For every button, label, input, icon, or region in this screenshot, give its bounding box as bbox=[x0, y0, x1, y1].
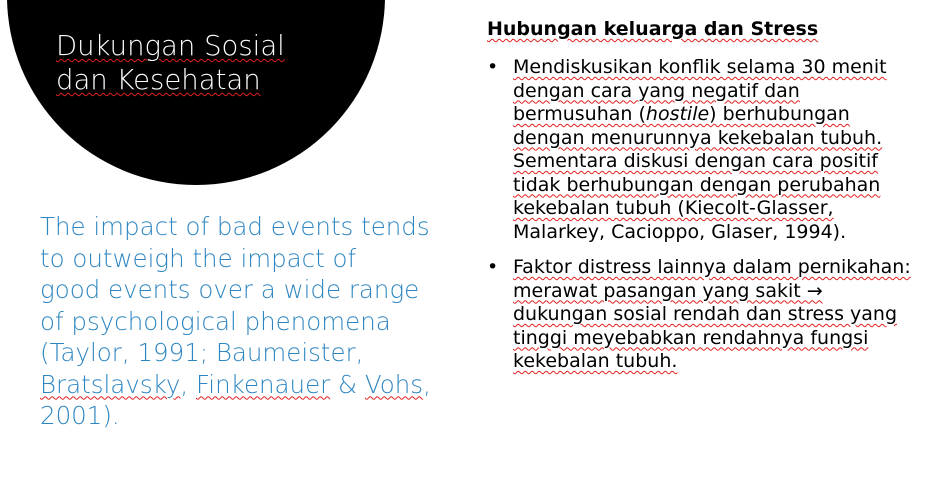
quote-separator: , bbox=[180, 369, 196, 399]
bullet-2-line-5: kekebalan tubuh. bbox=[513, 350, 678, 372]
bullet-1-text bbox=[513, 56, 927, 244]
quote-author-finkenauer: Finkenauer bbox=[195, 369, 331, 399]
bullet-item-1 bbox=[487, 56, 927, 244]
bullet-1-italic-hostile: hostile bbox=[645, 103, 710, 125]
bullet-1-line-5: Sementara diskusi dengan cara positif bbox=[513, 150, 878, 172]
bullet-list bbox=[487, 56, 927, 374]
quote-line-5: (Taylor, 1991; Baumeister, bbox=[40, 338, 364, 367]
bullet-1-line-3-start: bermusuhan ( bbox=[513, 103, 646, 125]
bullet-1-line-3 bbox=[513, 103, 927, 127]
right-heading: Hubungan keluarga dan Stress bbox=[487, 18, 819, 40]
bullet-2-text bbox=[513, 256, 927, 374]
bullet-1-line-2: dengan cara yang negatif dan bbox=[513, 79, 800, 102]
quote-line-2: to outweigh the impact of bbox=[40, 243, 357, 273]
bullet-2-line-2: merawat pasangan yang sakit → bbox=[513, 279, 823, 302]
quote-line-7: 2001). bbox=[40, 401, 120, 430]
bullet-2-line-1: Faktor distress lainnya dalam pernikahan: bbox=[513, 256, 911, 278]
slide-title-line-2: dan Kesehatan bbox=[56, 64, 261, 96]
bullet-1-line-1: Mendiskusikan konflik selama 30 menit bbox=[513, 56, 887, 78]
quote-ampersand: & bbox=[330, 369, 365, 399]
bullet-1-line-8: Malarkey, Cacioppo, Glaser, 1994). bbox=[513, 220, 847, 243]
quote-line-1-start: The impact of bbox=[40, 212, 217, 241]
quote-line-3: good events over a wide range bbox=[40, 275, 420, 304]
slide-title-line-1: Dukungan Sosial bbox=[56, 30, 285, 62]
bullet-1-line-3-end: ) berhubungan bbox=[709, 103, 850, 125]
slide-title bbox=[56, 29, 356, 97]
bullet-dot-icon: • bbox=[487, 256, 499, 278]
quote-line-1-end: tends bbox=[353, 212, 430, 241]
quote-line-1 bbox=[40, 211, 440, 243]
right-text-panel bbox=[487, 16, 927, 386]
quote-text-block bbox=[40, 211, 440, 432]
quote-author-vohs: Vohs bbox=[364, 369, 424, 399]
quote-author-bratslavsky: Bratslavsky bbox=[40, 369, 181, 399]
quote-comma: , bbox=[423, 369, 431, 399]
bullet-1-line-4: dengan menurunnya kekebalan tubuh. bbox=[513, 126, 883, 149]
bullet-dot-icon: • bbox=[487, 56, 499, 78]
quote-line-6 bbox=[40, 369, 440, 401]
quote-line-4: of psychological phenomena bbox=[40, 306, 391, 336]
bullet-1-line-6: tidak berhubungan dengan perubahan bbox=[513, 173, 881, 196]
bullet-1-line-7: kekebalan tubuh (Kiecolt-Glasser, bbox=[513, 197, 834, 219]
quote-highlight-bad-events: bad events bbox=[216, 212, 354, 241]
bullet-item-2 bbox=[487, 256, 927, 374]
bullet-2-line-3: dukungan sosial rendah dan stress yang bbox=[513, 303, 898, 325]
bullet-2-line-4: tinggi meyebabkan rendahnya fungsi bbox=[513, 326, 869, 349]
